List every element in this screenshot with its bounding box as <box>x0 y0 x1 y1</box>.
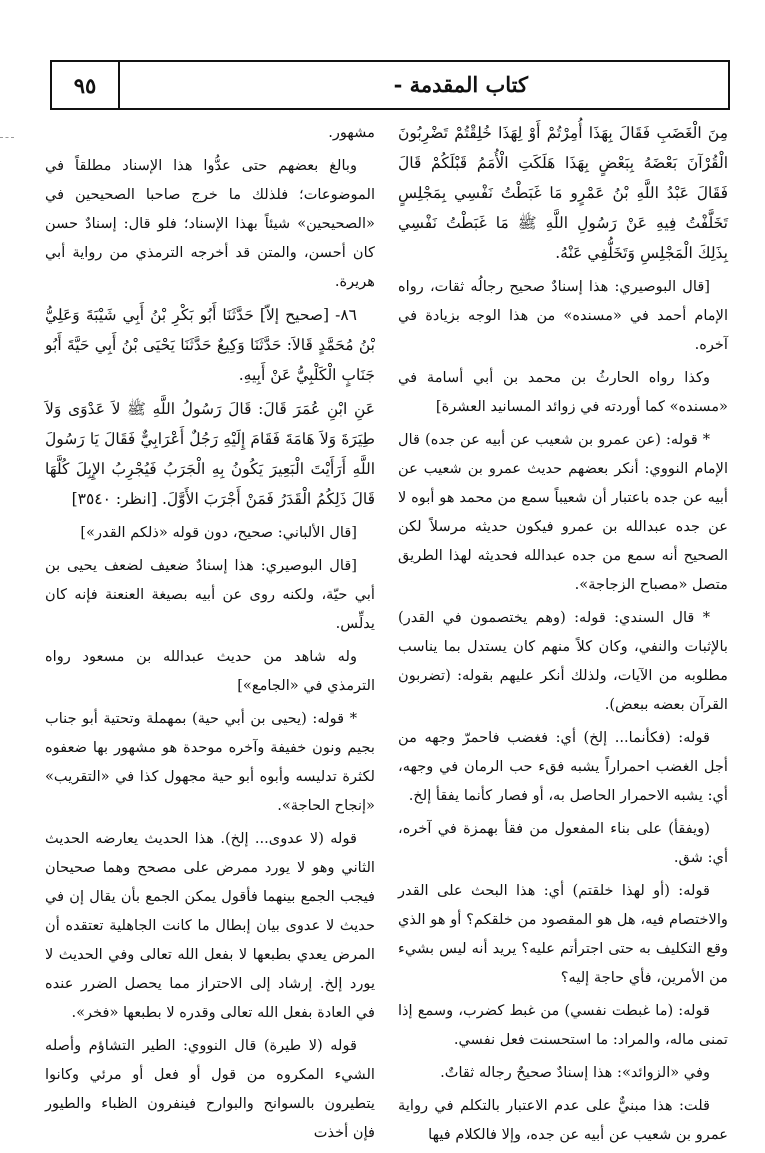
commentary-note: قوله (لا طيرة) قال النووي: الطير التشاؤم وأصله الشيء المكروه من قول أو فعل أو مرئي وكانوا يتطيرون بالسوانح والبوارح فينفرون الظباء والطيور فإن أخذت <box>45 1037 375 1141</box>
commentary-bracket: وكذا رواه الحارثُ بن محمد بن أبي أسامة في «مسنده» كما أوردته في زوائد المسانيد العشرة] <box>398 369 728 415</box>
left-column <box>45 118 375 1151</box>
page-header <box>50 60 730 110</box>
page-number: ٩٥ <box>52 62 120 108</box>
commentary-note: * قال السندي: قوله: (وهم يختصمون في القدر) بالإثبات والنفي، وكان كلاً منهم كان يستدل بما يناسب مطلوبه من الآيات، ولذلك أنكر عليهم بقوله: (تضربون القرآن بعضه ببعض). <box>398 609 728 713</box>
commentary-note: * قوله: (يحيى بن أبي حية) بمهملة وتحتية أبو جناب بجيم ونون خفيفة وآخره موحدة هو مشهور بها ضعفوه لكثرة تدليسه وأبوه أبو حية مجهول كذا في «التقريب» «إنجاح الحاجة». <box>45 710 375 814</box>
right-column <box>398 118 728 1153</box>
commentary-note: قوله: (أو لهذا خلقتم) أي: هذا البحث على القدر والاختصام فيه، هل هو المقصود من خلقكم؟ أو هو الذي وقع التكليف به حتى اجترأتم عليه؟ يريد أنه ليس بشيء من الأمرين، فأي حاجة إليه؟ <box>398 882 728 986</box>
running-title: كتاب المقدمة - <box>393 72 528 97</box>
commentary-note: قلت: هذا مبنيٌّ على عدم الاعتبار بالتكلم في رواية عمرو بن شعيب عن أبيه عن جده، وإلا فالكلام فيها <box>398 1097 728 1143</box>
commentary-plain: مشهور. <box>328 124 375 141</box>
commentary-note: وفي «الزوائد»: هذا إسنادٌ صحيحٌ رجاله ثقاتٌ. <box>440 1064 710 1081</box>
commentary-note: وبالغ بعضهم حتى عدُّوا هذا الإسناد مطلقاً في الموضوعات؛ فلذلك ما خرج صاحبا الصحيحين في «الصحيحين» شيئاً بهذا الإسناد؛ فلو قال: إسنادٌ حسن كان أحسن، والمتن قد أخرجه الترمذي من رواية أبي هريرة. <box>45 157 375 290</box>
commentary-bracket: وله شاهد من حديث عبدالله بن مسعود رواه الترمذي في «الجامع»] <box>45 648 375 694</box>
commentary-note: قوله (لا عدوى... إلخ). هذا الحديث يعارضه الحديث الثاني وهو لا يورد ممرض على مصحح وهما صحيحان فيجب الجمع بينهما فأقول يمكن الجمع بأن يقال إن في حديث لا عدوى بيان إبطال ما كانت الجاهلية تعتقده أن المرض يعدي بطبعها لا بفعل الله تعالى وفي الحديث لا يورد إلخ. إرشاد إلى الاحتراز مما يحصل الضرر عنده في العادة بفعل الله تعالى وقدره لا بطبعها «فخر». <box>45 830 375 1021</box>
hadith-text: مِنَ الْغَضَبِ فَقَالَ بِهَذَا أُمِرْتُمْ أَوْ لِهَذَا خُلِقْتُمْ تَضْرِبُونَ الْقُرْآنَ بَعْضَهُ بِبَعْضٍ بِهَذَا هَلَكَتِ الْأُمَمُ قَبْلَكُمْ قَالَ فَقَالَ عَبْدُ اللَّهِ بْنُ عَمْرٍو مَا غَبَطْتُ نَفْسِي بِمَجْلِسٍ تَخَلَّفْتُ فِيهِ عَنْ رَسُولِ اللَّهِ ﷺ مَا غَبَطْتُ نَفْسِي بِذَلِكَ الْمَجْلِسِ وَتَخَلُّفِي عَنْهُ. <box>398 124 728 262</box>
commentary-note: (ويفقأ) على بناء المفعول من فقأ بهمزة في آخره، أي: شق. <box>398 820 728 866</box>
commentary-bracket: [قال البوصيري: هذا إسنادٌ صحيح رجالُه ثقات، رواه الإمام أحمد في «مسنده» من هذا الوجه بزيادة في آخره. <box>398 278 728 353</box>
commentary-note: * قوله: (عن عمرو بن شعيب عن أبيه عن جده) قال الإمام النووي: أنكر بعضهم حديث عمرو بن شعيب عن أبيه عن جده باعتبار أن شعيباً سمع من محمد هو أبوه لا عن جده عبدالله بن عمرو فيكون حديثه مرسلاً لكن الصحيح أنه سمع من جده عبدالله فحديثه لهذا الطريق متصل «مصباح الزجاجة». <box>398 431 728 593</box>
commentary-note: قوله: (ما غبطت نفسي) من غبط كضرب، وسمع إذا تمنى ماله، والمراد: ما استحسنت فعل نفسي. <box>398 1002 728 1048</box>
hadith-isnad: ٨٦- [صحيح إلاّ] حَدَّثَنَا أَبُو بَكْرِ بْنُ أَبِي شَيْبَةَ وَعَلِيُّ بْنُ مُحَمَّدٍ قَالاَ: حَدَّثَنَا وَكِيعٌ حَدَّثَنَا يَحْيَى بْنُ أَبِي حَيَّةَ أَبُو جَنَابٍ الْكَلْبِيُّ عَنْ أَبِيهِ. <box>45 306 375 384</box>
commentary-bracket: [قال البوصيري: هذا إسنادٌ ضعيف لضعف يحيى بن أبي حيّة، ولكنه روى عن أبيه بصيغة العنعنة فإنه كان يدلِّس. <box>45 557 375 632</box>
hadith-text: عَنِ ابْنِ عُمَرَ قَالَ: قَالَ رَسُولُ اللَّهِ ﷺ لاَ عَدْوَى وَلاَ طِيَرَةَ وَلاَ هَامَةَ فَقَامَ إِلَيْهِ رَجُلٌ أَعْرَابِيٌّ فَقَالَ يَا رَسُولَ اللَّهِ أَرَأَيْتَ الْبَعِيرَ يَكُونُ بِهِ الْجَرَبُ فَيُجْرِبُ الإِبِلَ كُلَّهَا قَالَ ذَلِكُمُ الْقَدَرُ فَمَنْ أَجْرَبَ الأَوَّلَ. [انظر: ٣٥٤٠] <box>45 400 375 508</box>
commentary-note: قوله: (فكأنما... إلخ) أي: فغضب فاحمرّ وجهه من أجل الغضب احمراراً يشبه فقء حب الرمان في وجهه، أي: يشبه الاحمرار الحاصل به، أو فصار كأنما يفقأ إلخ. <box>398 729 728 804</box>
commentary-bracket: [قال الألباني: صحيح، دون قوله «ذلكم القدر»] <box>80 524 357 541</box>
margin-mark <box>0 137 14 139</box>
